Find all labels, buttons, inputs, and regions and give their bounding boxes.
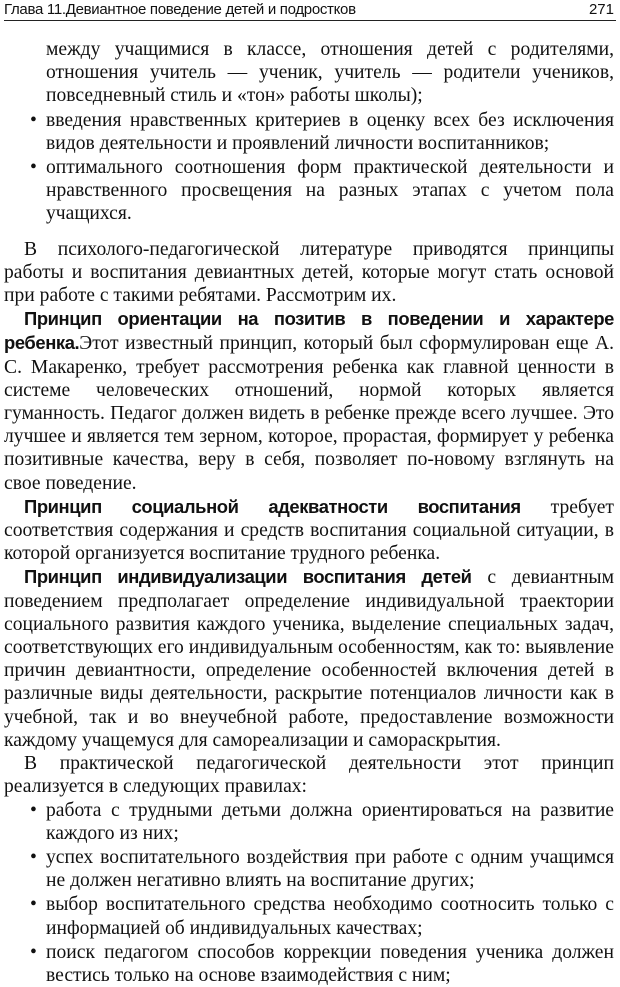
principle-paragraph — [4, 565, 614, 752]
list-item-text: успех воспитательного воздействия при работе с одним учащимся не должен негативно влиять на воспитание других; — [46, 846, 614, 892]
principle-text: с девиантным поведением предполагает определение индивидуальной траектории социального развития каждого ученика, выделение специальных задач, соответствующих его индивидуальным особенностям, как то: выявление причин девиантности, определение особенностей включения детей в различные виды деятельности, раскрытие потенциалов личности как в учебной, так и во внеучебной работе, предоставление возможности каждому учащемуся для самореализации и самораскрытия. — [4, 567, 614, 751]
principle-paragraph — [4, 495, 614, 566]
bullet-icon: • — [30, 894, 37, 916]
bullet-icon: • — [30, 799, 37, 821]
intro-paragraph: В психолого-педагогической литературе приводятся принципы работы и воспитания девиантных детей, которые могут стать основой при работе с такими ребятами. Рассмотрим их. — [4, 238, 614, 307]
list-item-text: выбор воспитательного средства необходимо соотносить только с информацией об индивидуальных качествах; — [46, 894, 614, 939]
list-item — [4, 799, 614, 845]
principle-text: требует соответствия содержания и средств воспитания социальной ситуации, в которой организуется воспитание трудного ребенка. — [4, 496, 614, 565]
rules-intro: В практической педагогической деятельности этот принцип реализуется в следующих правилах: — [4, 753, 614, 798]
list-item — [4, 893, 614, 939]
list-item-text: поиск педагогом способов коррекции поведения ученика должен вестись только на основе взаимодействия с ним; — [46, 941, 614, 986]
bullet-icon: • — [30, 941, 37, 963]
paragraph-gap — [4, 226, 614, 238]
principle-text: Этот известный принцип, который был сформулирован еще А. С. Макаренко, требует рассмотрения ребенка как главной ценности в системе человеческих отношений, нормой которых является гуманность. Педагог должен видеть в ребенке прежде всего лучшее. Это лучшее и является тем зерном, которое, прорастая, формирует у ребенка позитивные качества, веру в себя, позволяет по-новому взглянуть на свое поведение. — [4, 333, 614, 494]
principle-paragraph — [4, 307, 614, 495]
continuation-text: между учащимися в классе, отношения детей с родителями, отношения учитель — ученик, учитель — родители учеников, повседневный стиль и «тон» работы школы); — [46, 39, 614, 107]
page-number: 271 — [588, 1, 614, 18]
list-item-text: введения нравственных критериев в оценку всех без исключения видов деятельности и проявлений личности воспитанников; — [46, 109, 614, 154]
list-item — [4, 941, 614, 987]
list-item — [4, 109, 614, 155]
bullet-icon: • — [30, 157, 37, 179]
running-header — [4, 0, 616, 21]
page-body — [4, 38, 614, 987]
bullet-icon: • — [30, 846, 37, 868]
chapter-title: Глава 11.Девиантное поведение детей и подростков — [4, 1, 356, 18]
principle-heading: Принцип социальной адекватности воспитания — [24, 495, 521, 517]
list-item-text: работа с трудными детьми должна ориентироваться на развитие каждого из них; — [46, 799, 614, 844]
list-item-text: оптимального соотношения форм практической деятельности и нравственного просвещения на разных этапах с учетом пола учащихся. — [46, 157, 614, 225]
list-item — [4, 156, 614, 226]
principle-heading: Принцип ориентации на позитив в поведении и характере ребенка. — [4, 308, 614, 354]
principle-heading: Принцип индивидуализации воспитания детей — [24, 566, 472, 588]
bullet-icon: • — [30, 109, 37, 131]
list-item — [4, 846, 614, 892]
